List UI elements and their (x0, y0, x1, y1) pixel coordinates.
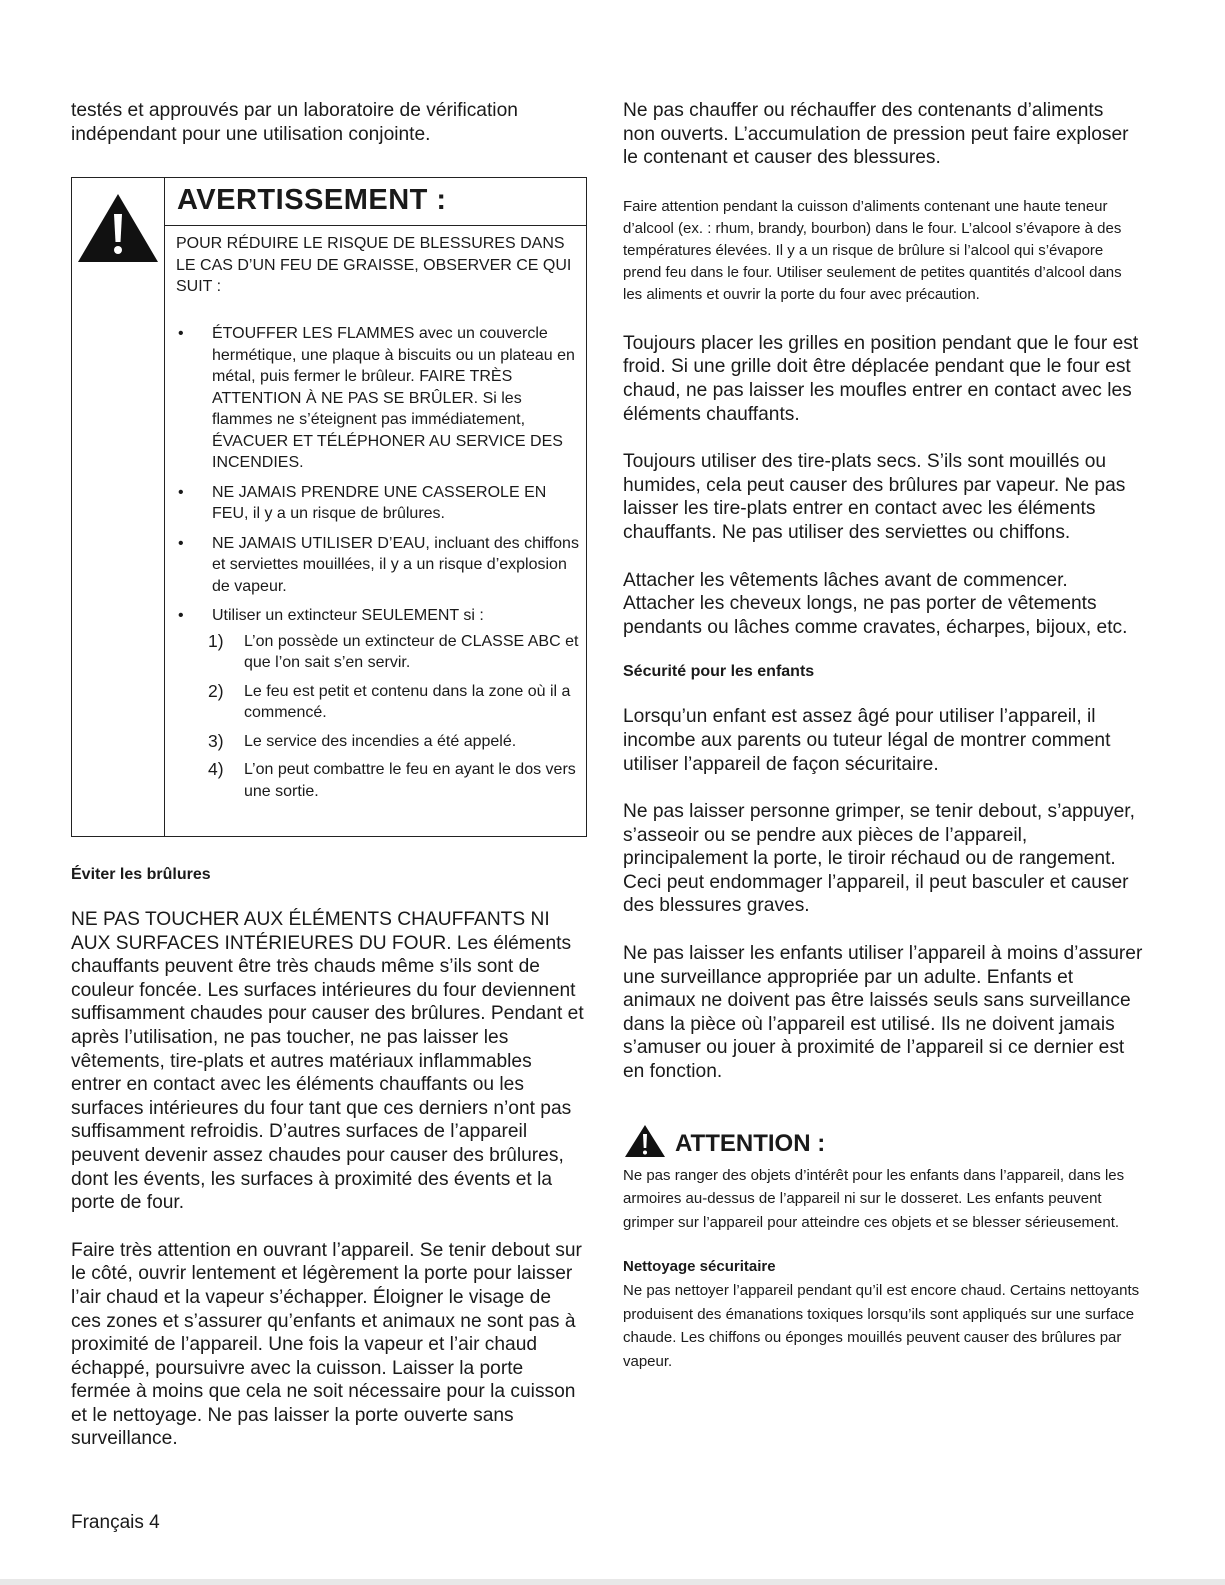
warning-bullet: • NE JAMAIS PRENDRE UNE CASSEROLE EN FEU, il y a un risque de brûlures. (172, 482, 582, 525)
burns-paragraph-1: NE PAS TOUCHER AUX ÉLÉMENTS CHAUFFANTS NI AUX SURFACES INTÉRIEURES DU FOUR. Les éléments chauffants peuvent être très chauds même s’ils sont de couleur foncée. Les surfaces intérieures du four deviennent suffisamment chaudes pour causer des brûlures. Pendant et après l’utilisation, ne pas toucher, ne pas laisser les vêtements, tire-plats et autres matériaux inflammables entrer en contact avec les éléments chauffants ou les surfaces intérieures du four tant que ces derniers n’ont pas suffisamment refroidis. D’autres surfaces de l’appareil peuvent devenir assez chaudes pour causer des brûlures, dont les évents, les surfaces à proximité des évents et la porte de four. (71, 909, 584, 1214)
condition-item: 2) Le feu est petit et contenu dans la zone où il a commencé. (208, 680, 571, 721)
supervision-paragraph: Ne pas laisser les enfants utiliser l’appareil à moins d’assurer une surveillance appropriée par un adulte. Enfants et animaux ne doivent pas être laissés seuls sans surveillance dans la pièce où l’appareil est utilisé. Ils ne doivent jamais s’amuser ou jouer à proximité de l’appareil si ce dernier est en fonction. (623, 943, 1143, 1083)
condition-item: 1) L’on possède un extincteur de CLASSE ABC et que l’on sait s’en servir. (208, 630, 579, 671)
safe-cleaning-text: Ne pas nettoyer l’appareil pendant qu’il est encore chaud. Certains nettoyants produisent des émanations toxiques lorsqu’ils sont appliqués sur une surface chaude. Les chiffons ou éponges mouillés peuvent causer des brûlures par vapeur. (623, 1282, 1140, 1370)
warning-triangle-icon (623, 1124, 681, 1158)
attention-title: ATTENTION : (675, 1129, 826, 1157)
warning-bullet: • Utiliser un extincteur SEULEMENT si : 1) L’on possède un extincteur de CLASSE ABC et que l’on sait s’en servir. 2) Le feu est petit et contenu dans la zone où il a commencé. 3) Le service des incendies a été appelé. 4) L’on peut combattre le feu en ayant le dos vers une sortie. (172, 605, 582, 802)
burns-heading: Éviter les brûlures (71, 866, 211, 883)
racks-paragraph: Toujours placer les grilles en position pendant que le four est froid. Si une grille doit être déplacée pendant que le four est chaud, ne pas laisser les moufles entrer en contact avec les éléments chauffants. (623, 332, 1139, 425)
pot-holders-paragraph: Toujours utiliser des tire-plats secs. S’ils sont mouillés ou humides, cela peut causer des brûlures par vapeur. Ne pas laisser les tire-plats entrer en contact avec les éléments chauffants. Ne pas utiliser des serviettes ou chiffons. (623, 451, 1126, 543)
condition-item: 3) Le service des incendies a été appelé. (208, 730, 517, 751)
burns-paragraph-2: Faire très attention en ouvrant l’appareil. Se tenir debout sur le côté, ouvrir lentement et légèrement la porte pour laisser l’air chaud et la vapeur s’échapper. Éloigner le visage de ces zones et s’assurer qu’enfants et animaux ne sont pas à proximité de l’appareil. Une fois la vapeur et l’air chaud échappé, poursuivre avec la cuisson. Laisser la porte fermée à moins que cela ne soit nécessaire pour la cuisson et le nettoyage. Ne pas laisser la porte ouverte sans surveillance. (71, 1239, 582, 1450)
right-column (623, 99, 1143, 1373)
warning-intro: POUR RÉDUIRE LE RISQUE DE BLESSURES DANS LE CAS D’UN FEU DE GRAISSE, OBSERVER CE QUI SUIT : (176, 235, 572, 295)
warning-title-rule (164, 225, 586, 226)
warning-bullet-list (172, 323, 582, 810)
page-footer: Français 4 (71, 1512, 160, 1533)
left-column (71, 99, 591, 146)
child-age-paragraph: Lorsqu’un enfant est assez âgé pour utiliser l’appareil, il incombe aux parents ou tuteur légal de montrer comment utiliser l’appareil de façon sécuritaire. (623, 706, 1111, 775)
sealed-containers-paragraph: Ne pas chauffer ou réchauffer des contenants d’aliments non ouverts. L’accumulation de pression peut faire exploser le contenant et causer des blessures. (623, 100, 1129, 169)
clothing-paragraph: Attacher les vêtements lâches avant de commencer. Attacher les cheveux longs, ne pas porter de vêtements pendants ou lâches comme cravates, écharpes, bijoux, etc. (623, 569, 1128, 638)
warning-triangle-icon (76, 192, 160, 264)
climbing-paragraph: Ne pas laisser personne grimper, se tenir debout, s’appuyer, s’asseoir ou se pendre aux pièces de l’appareil, principalement la porte, le tiroir réchaud ou de rangement. Ceci peut endommager l’appareil, il peut basculer et causer des blessures graves. (623, 801, 1135, 917)
warning-box-divider (164, 178, 165, 836)
warning-bullet: • NE JAMAIS UTILISER D’EAU, incluant des chiffons et serviettes mouillées, il y a un risque d’explosion de vapeur. (172, 533, 582, 598)
alcohol-paragraph: Faire attention pendant la cuisson d’aliments contenant une haute teneur d’alcool (ex. : rhum, brandy, bourbon) dans le four. L’alcool s’évapore à des températures élevées. Il y a un risque de brûlure si l’alcool qui s’évapore prend feu dans le four. Utiliser seulement de petites quantités d’alcool dans les aliments et ouvrir la porte du four avec précaution. (623, 197, 1122, 303)
attention-header (623, 1124, 1143, 1158)
intro-paragraph: testés et approuvés par un laboratoire de vérification indépendant pour une utilisation conjointe. (71, 100, 518, 145)
warning-bullet: • ÉTOUFFER LES FLAMMES avec un couvercle hermétique, une plaque à biscuits ou un plateau en métal, puis fermer le brûleur. FAIRE TRÈS ATTENTION À NE PAS SE BRÛLER. Si les flammes ne s’éteignent pas immédiatement, ÉVACUER ET TÉLÉPHONER AU SERVICE DES INCENDIES. (172, 323, 582, 474)
child-safety-heading: Sécurité pour les enfants (623, 663, 815, 681)
warning-title: AVERTISSEMENT : (177, 184, 447, 216)
safe-cleaning-heading: Nettoyage sécuritaire (623, 1258, 776, 1276)
attention-text: Ne pas ranger des objets d’intérêt pour les enfants dans l’appareil, dans les armoires au-dessus de l’appareil ni sur le dosseret. Les enfants peuvent grimper sur l’appareil pour atteindre ces objets et se blesser sérieusement. (623, 1166, 1125, 1231)
condition-item: 4) L’on peut combattre le feu en ayant le dos vers une sortie. (208, 759, 576, 800)
extinguisher-conditions (208, 630, 582, 803)
warning-box (71, 177, 587, 837)
burns-section (71, 866, 591, 1451)
bottom-edge (0, 1579, 1225, 1585)
